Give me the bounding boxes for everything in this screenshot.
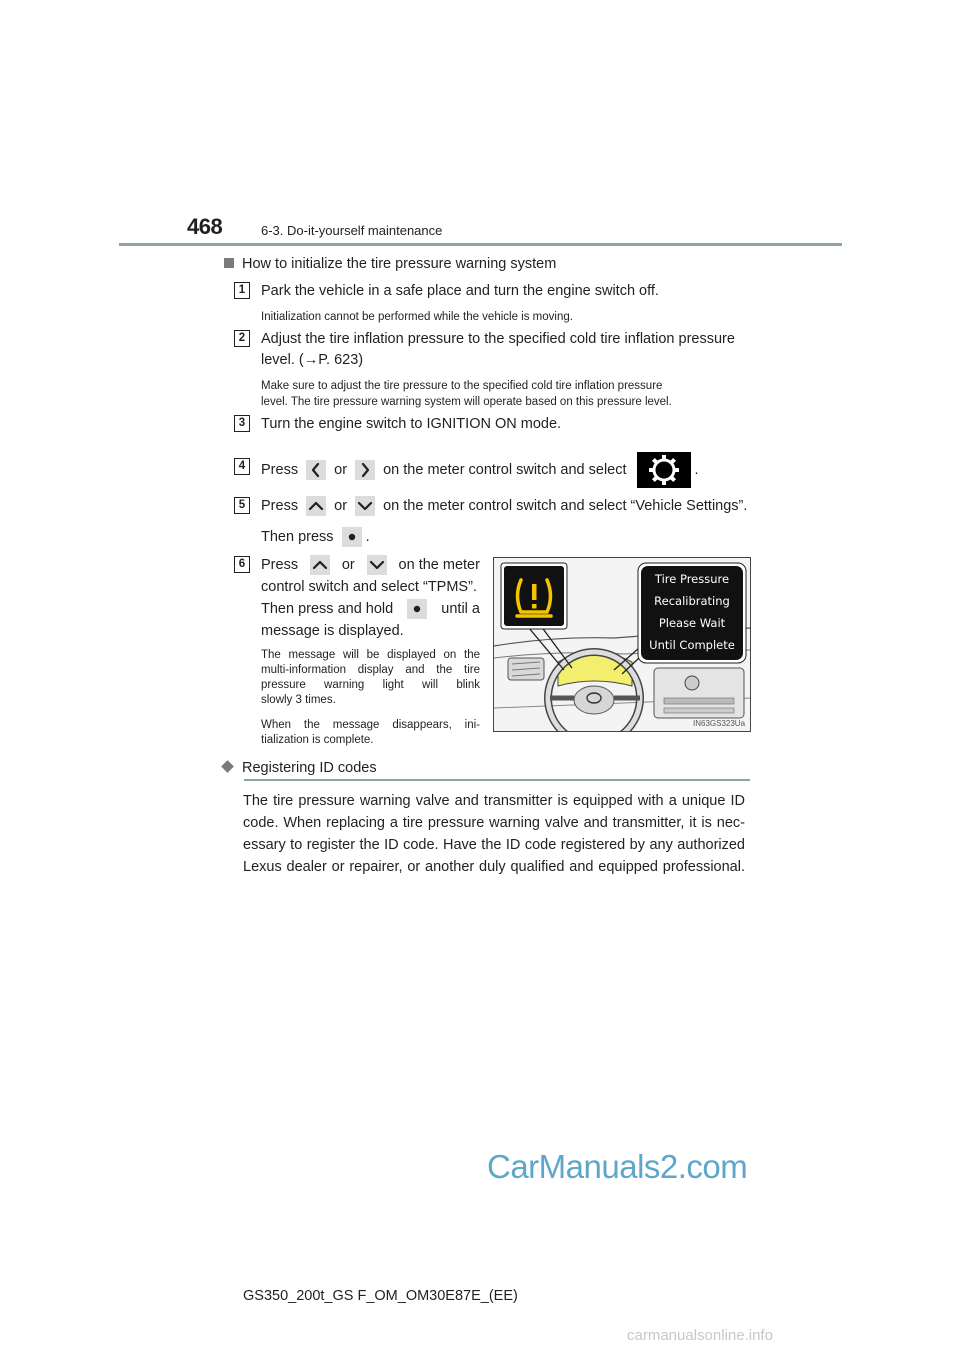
registering-rule (244, 779, 750, 781)
step-6-line2: control switch and select “TPMS”. (261, 579, 477, 595)
chevron-down-icon (367, 555, 387, 575)
diamond-bullet-icon (221, 760, 234, 773)
step-6-note1-line: slowly 3 times. (261, 694, 336, 706)
square-bullet-icon (224, 258, 234, 268)
step-4-text (261, 452, 699, 488)
step-6-text (261, 554, 480, 642)
step-4-or: or (334, 461, 348, 478)
step-2-text-line2: level. (→P. 623) (261, 352, 364, 368)
message-line: Tire Pressure (654, 572, 730, 586)
step-6-or: or (341, 557, 355, 573)
step-6-line3b: until a (441, 601, 480, 617)
body-line: essary to register the ID code. Have the ID code registered by any authorized (243, 837, 745, 853)
step-1-note: Initialization cannot be performed while the vehicle is moving. (261, 311, 573, 323)
subsection-title: How to initialize the tire pressure warning system (242, 256, 557, 272)
watermark-carmanuals2[interactable]: CarManuals2.com (487, 1148, 748, 1185)
message-line: Until Complete (649, 638, 735, 652)
body-line: code. When replacing a tire pressure warning valve and transmitter, it is nec- (243, 815, 745, 831)
step-6-note1-line: multi-information display and the tire (261, 664, 480, 676)
footer-model: GS350_200t_GS F_OM_OM30E87E_(EE) (243, 1288, 518, 1304)
registering-body (243, 790, 745, 878)
step-6-line3 (261, 598, 480, 620)
step-3-text: Turn the engine switch to IGNITION ON mode. (261, 416, 562, 432)
subsection-heading (224, 256, 556, 272)
step-5-text (261, 495, 747, 517)
dot-icon (407, 599, 427, 619)
body-line: Lexus dealer or repairer, or another duly qualified and equipped professional. (243, 859, 745, 875)
page-number: 468 (187, 214, 223, 239)
step-number-4: 4 (234, 458, 250, 475)
step-number-3: 3 (234, 415, 250, 432)
body-line: The tire pressure warning valve and transmitter is equipped with a unique ID (243, 793, 745, 809)
step-5-then (261, 526, 370, 548)
watermark-carmanualsonline[interactable]: carmanualsonline.info (627, 1327, 773, 1344)
step-6-line4: message is displayed. (261, 623, 404, 639)
chevron-right-icon (355, 460, 375, 480)
step-1-text: Park the vehicle in a safe place and turn the engine switch off. (261, 283, 659, 299)
figure-code: IN63GS323Ua (693, 719, 746, 728)
step-number-5: 5 (234, 497, 250, 514)
dot-icon (342, 527, 362, 547)
step-2-text-line1: Adjust the tire inflation pressure to the specified cold tire inflation pressure (261, 331, 735, 347)
step-2-note-line2: level. The tire pressure warning system will operate based on this pressure level. (261, 396, 672, 408)
chevron-left-icon (306, 460, 326, 480)
step-6-note2-line: tialization is complete. (261, 734, 374, 746)
step-5-rest: on the meter control switch and select “Vehicle Settings”. (383, 498, 748, 514)
step-4-press: Press (261, 461, 299, 478)
chevron-up-icon (310, 555, 330, 575)
step-number-1: 1 (234, 282, 250, 299)
step-number-6: 6 (234, 556, 250, 573)
chevron-down-icon (355, 496, 375, 516)
step-5-or: or (334, 498, 348, 514)
step-number-2: 2 (234, 330, 250, 347)
step-6-note2-line: When the message disappears, ini- (261, 719, 480, 731)
step-5-then-press: Then press (261, 529, 334, 545)
step-5-press: Press (261, 498, 299, 514)
tpms-message (641, 568, 743, 656)
step-6-line3a: Then press and hold (261, 601, 394, 617)
step-6-note2 (261, 718, 480, 748)
step-5-end: . (365, 529, 370, 545)
step-6-line1 (261, 554, 480, 576)
chevron-up-icon (306, 496, 326, 516)
gear-icon (637, 452, 691, 488)
registering-heading (223, 760, 377, 776)
step-6-rest: on the meter (398, 557, 480, 573)
header-rule (119, 243, 842, 246)
step-4-end: . (694, 461, 699, 478)
step-6-press: Press (261, 557, 299, 573)
dashboard-illustration (493, 557, 751, 732)
registering-title: Registering ID codes (242, 760, 377, 776)
section-title: 6-3. Do-it-yourself maintenance (261, 223, 443, 238)
message-line: Please Wait (658, 616, 726, 630)
message-line: Recalibrating (654, 594, 730, 608)
step-6-note1 (261, 648, 480, 708)
step-4-rest: on the meter control switch and select (383, 461, 627, 478)
step-2-note-line1: Make sure to adjust the tire pressure to the specified cold tire inflation pressure (261, 380, 663, 392)
step-6-note1-line: pressure warning light will blink (261, 679, 480, 691)
step-6-note1-line: The message will be displayed on the (261, 649, 480, 661)
